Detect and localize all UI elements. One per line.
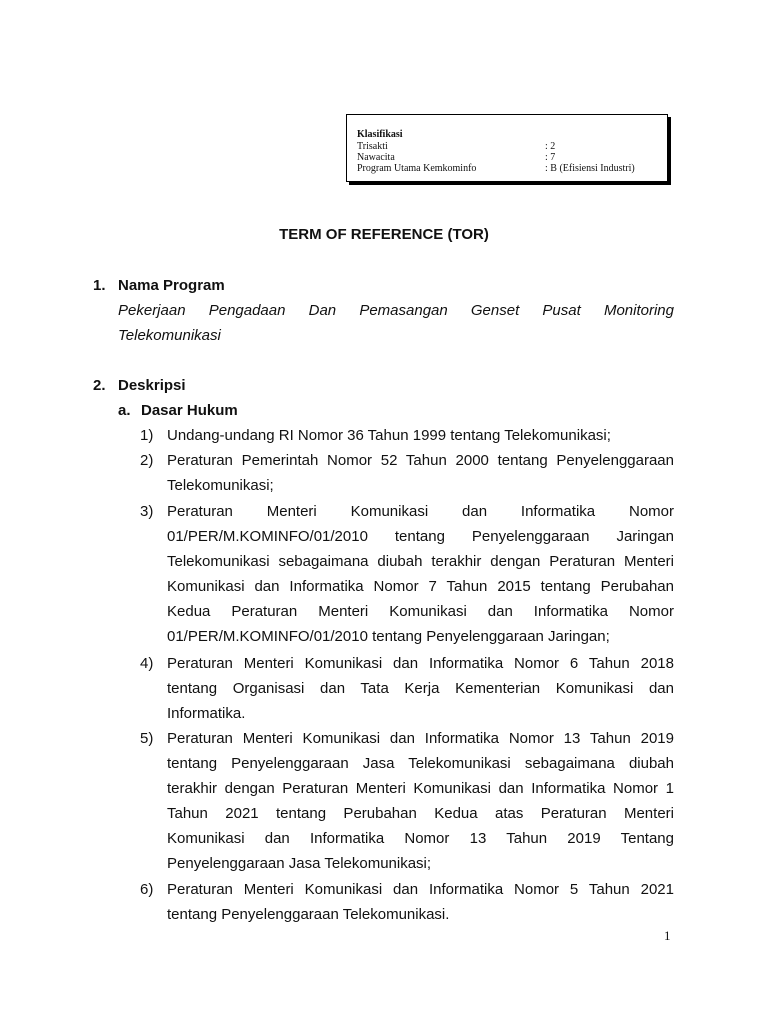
classification-value: : B (Efisiensi Industri)	[545, 163, 635, 174]
legal-basis-text	[167, 448, 674, 498]
legal-basis-number: 1)	[140, 427, 154, 444]
legal-basis-line: Informatika.	[167, 705, 246, 722]
legal-basis-text	[167, 423, 674, 448]
legal-basis-line: 01/PER/M.KOMINFO/01/2010 tentang Penyelenggaraan Jaringan;	[167, 628, 610, 645]
section-1-number: 1.	[93, 277, 106, 294]
legal-basis-line: Peraturan Menteri Komunikasi dan Informatika Nomor 5 Tahun 2021	[167, 881, 674, 898]
legal-basis-line: tentang Penyelenggaraan Telekomunikasi.	[167, 906, 450, 923]
legal-basis-line: Peraturan Menteri Komunikasi dan Informatika Nomor	[167, 503, 674, 520]
program-name-line: Pekerjaan Pengadaan Dan Pemasangan Genset Pusat Monitoring	[118, 302, 674, 319]
document-title: TERM OF REFERENCE (TOR)	[279, 226, 489, 243]
legal-basis-number: 4)	[140, 655, 154, 672]
legal-basis-line: Kedua Peraturan Menteri Komunikasi dan Informatika Nomor	[167, 603, 674, 620]
program-name	[118, 298, 674, 348]
section-2-number: 2.	[93, 377, 106, 394]
legal-basis-line: Komunikasi dan Informatika Nomor 7 Tahun 2015 tentang Perubahan	[167, 578, 674, 595]
legal-basis-line: Peraturan Menteri Komunikasi dan Informatika Nomor 13 Tahun 2019	[167, 730, 674, 747]
classification-label: Trisakti	[357, 141, 388, 152]
classification-label: Nawacita	[357, 152, 395, 163]
section-1-heading: Nama Program	[118, 277, 225, 294]
classification-title: Klasifikasi	[357, 129, 403, 140]
legal-basis-line: Peraturan Pemerintah Nomor 52 Tahun 2000 tentang Penyelenggaraan	[167, 452, 674, 469]
legal-basis-line: 01/PER/M.KOMINFO/01/2010 tentang Penyelenggaraan Jaringan	[167, 528, 674, 545]
legal-basis-line: tentang Penyelenggaraan Jasa Telekomunikasi sebagaimana diubah	[167, 755, 674, 772]
legal-basis-line: Penyelenggaraan Jasa Telekomunikasi;	[167, 855, 432, 872]
legal-basis-number: 5)	[140, 730, 154, 747]
legal-basis-text	[167, 651, 674, 726]
classification-value: : 2	[545, 141, 556, 152]
page-number: 1	[664, 928, 671, 943]
legal-basis-number: 6)	[140, 881, 154, 898]
legal-basis-text	[167, 726, 674, 876]
subsection-a-number: a.	[118, 402, 131, 419]
classification-label: Program Utama Kemkominfo	[357, 163, 477, 174]
legal-basis-line: Telekomunikasi sebagaimana diubah terakhir dengan Peraturan Menteri	[167, 553, 674, 570]
legal-basis-line: tentang Organisasi dan Tata Kerja Kementerian Komunikasi dan	[167, 680, 674, 697]
section-2-heading: Deskripsi	[118, 377, 186, 394]
classification-value: : 7	[545, 152, 556, 163]
legal-basis-line: terakhir dengan Peraturan Menteri Komunikasi dan Informatika Nomor 1	[167, 780, 674, 797]
legal-basis-line: Tahun 2021 tentang Perubahan Kedua atas Peraturan Menteri	[167, 805, 674, 822]
legal-basis-number: 3)	[140, 503, 154, 520]
legal-basis-line: Peraturan Menteri Komunikasi dan Informatika Nomor 6 Tahun 2018	[167, 655, 674, 672]
legal-basis-line: Komunikasi dan Informatika Nomor 13 Tahun 2019 Tentang	[167, 830, 674, 847]
legal-basis-text	[167, 877, 674, 927]
classification-box	[346, 114, 668, 182]
program-name-line: Telekomunikasi	[118, 327, 221, 344]
legal-basis-line: Undang-undang RI Nomor 36 Tahun 1999 tentang Telekomunikasi;	[167, 427, 611, 444]
legal-basis-line: Telekomunikasi;	[167, 477, 274, 494]
subsection-a-heading: Dasar Hukum	[141, 402, 238, 419]
legal-basis-text	[167, 499, 674, 649]
legal-basis-number: 2)	[140, 452, 154, 469]
